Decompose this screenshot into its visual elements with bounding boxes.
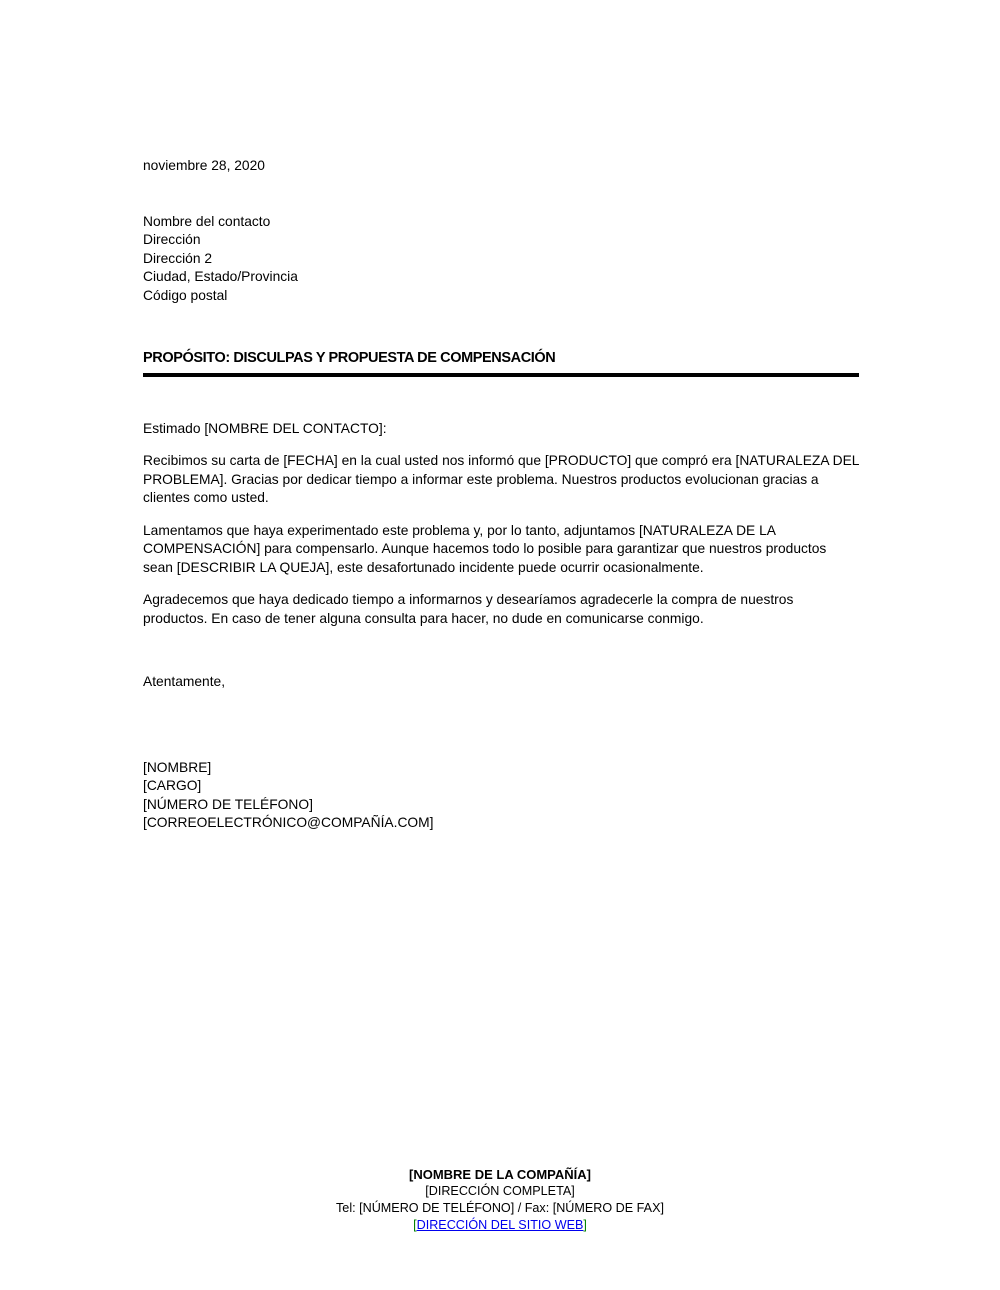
- company-footer: [0, 1166, 1000, 1234]
- recipient-postal-code: Código postal: [143, 287, 228, 303]
- recipient-address-1: Dirección: [143, 232, 201, 247]
- recipient-address-2: Dirección 2: [143, 250, 213, 266]
- footer-address: [DIRECCIÓN COMPLETA]: [425, 1184, 575, 1198]
- footer-company-name: [NOMBRE DE LA COMPAÑÍA]: [409, 1167, 591, 1182]
- body-paragraph-3: Agradecemos que haya dedicado tiempo a informarnos y desearíamos agradecerle la compra de nuestros productos. En caso de tener alguna consulta para hacer, no dude en comunicarse conmigo.: [143, 592, 794, 626]
- website-link[interactable]: DIRECCIÓN DEL SITIO WEB: [416, 1218, 584, 1232]
- signature-email: [CORREOELECTRÓNICO@COMPAÑÍA.COM]: [143, 815, 434, 830]
- signature-block: [143, 759, 859, 833]
- footer-website-line: [0, 1217, 1000, 1234]
- recipient-city-state: Ciudad, Estado/Provincia: [143, 269, 298, 284]
- signature-name: [NOMBRE]: [143, 759, 212, 775]
- salutation: Estimado [NOMBRE DEL CONTACTO]:: [143, 420, 387, 436]
- subject-heading: PROPÓSITO: DISCULPAS Y PROPUESTA DE COMPENSACIÓN: [143, 349, 859, 377]
- closing-salutation: Atentamente,: [143, 674, 226, 689]
- signature-title: [CARGO]: [143, 778, 202, 793]
- recipient-name: Nombre del contacto: [143, 213, 271, 229]
- footer-phone-fax: Tel: [NÚMERO DE TELÉFONO] / Fax: [NÚMERO DE FAX]: [336, 1201, 664, 1215]
- website-bracket-close: ]: [583, 1218, 587, 1232]
- letter-body: [143, 157, 859, 833]
- signature-phone: [NÚMERO DE TELÉFONO]: [143, 796, 313, 812]
- body-paragraph-2: Lamentamos que haya experimentado este problema y, por lo tanto, adjuntamos [NATURALEZA DE LA COMPENSACIÓN] para compensarlo. Aunque hacemos todo lo posible para garantizar que nuestros productos sean [DESCRIBIR LA QUEJA], este desafortunado incidente puede ocurrir ocasionalmente.: [143, 522, 827, 575]
- letter-date: noviembre 28, 2020: [143, 158, 265, 173]
- website-bracket-open: [: [413, 1218, 417, 1232]
- body-paragraph-1: Recibimos su carta de [FECHA] en la cual usted nos informó que [PRODUCTO] que compró era [NATURALEZA DEL PROBLEMA]. Gracias por dedicar tiempo a informar este problema. Nuestros productos evolucionan gracias a clientes como usted.: [143, 453, 859, 505]
- recipient-address-block: [143, 213, 859, 306]
